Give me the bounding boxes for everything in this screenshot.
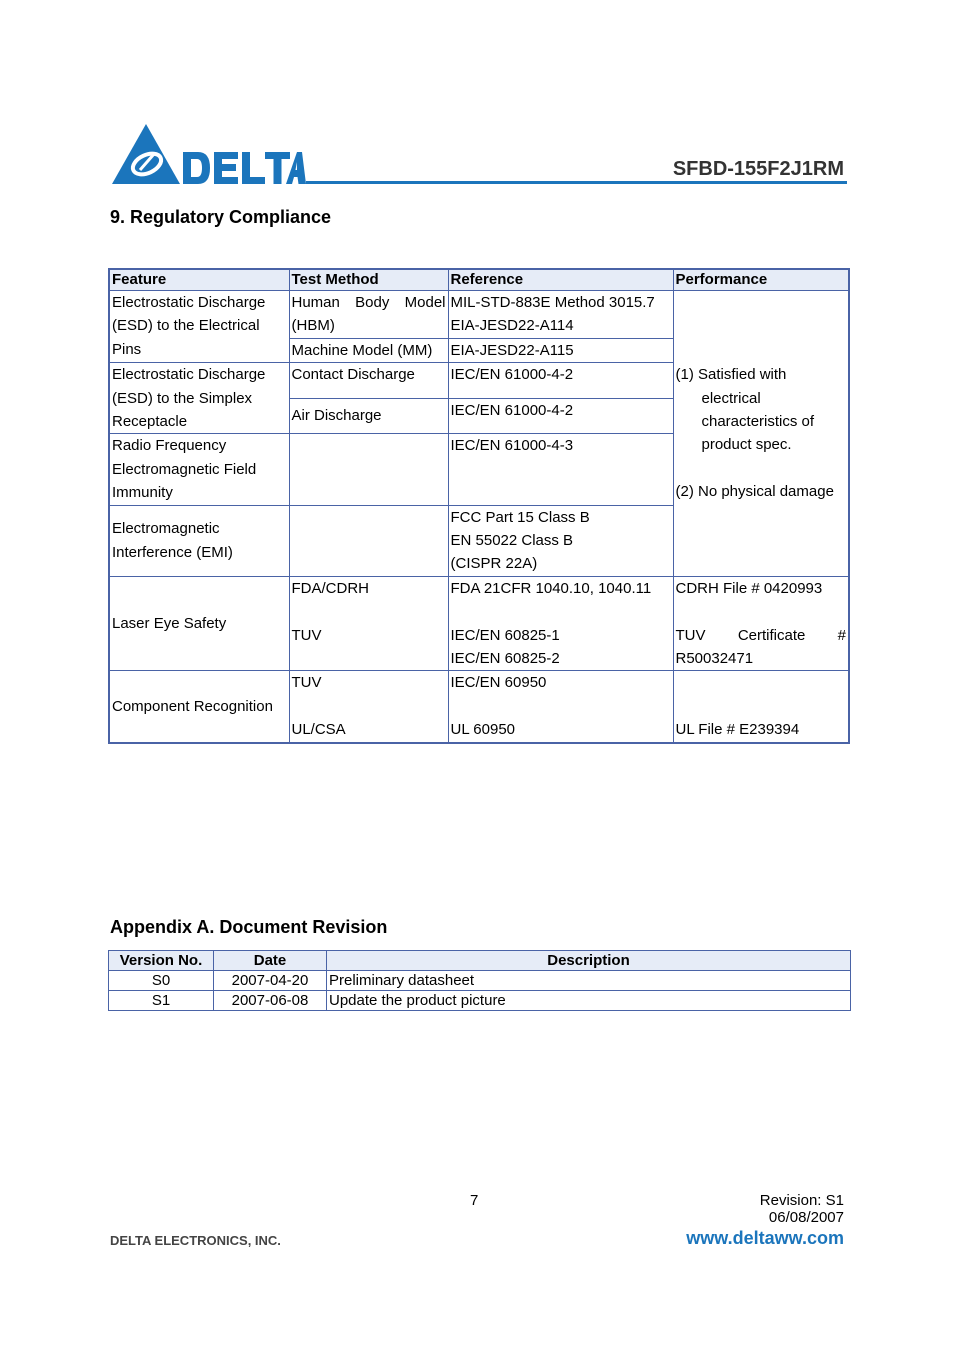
date-cell: 2007-04-20 [214, 971, 327, 991]
table-row [109, 971, 851, 991]
revision-block [760, 1192, 844, 1226]
column-header: Date [214, 951, 327, 971]
method-cell [289, 434, 448, 505]
section-title-regulatory-compliance: 9. Regulatory Compliance [110, 207, 332, 227]
performance-cell: (1) Satisfied with electrical characteristics of product spec. (2) No physical damage [673, 291, 849, 577]
method-cell: Contact Discharge [289, 363, 448, 399]
document-revision-table [108, 950, 851, 1011]
method-cell: FDA/CDRH TUV [289, 576, 448, 671]
date-cell: 2007-06-08 [214, 991, 327, 1011]
method-cell: TUV UL/CSA [289, 671, 448, 743]
description-cell: Preliminary datasheet [327, 971, 851, 991]
delta-logo [110, 122, 306, 186]
regulatory-compliance-table [108, 268, 850, 744]
company-name: DELTA ELECTRONICS, INC. [110, 1233, 281, 1248]
feature-cell: Radio Frequency Electromagnetic Field Immunity [109, 434, 289, 505]
reference-cell: FCC Part 15 Class B EN 55022 Class B (CISPR 22A) [448, 505, 673, 576]
column-header: Reference [448, 269, 673, 291]
column-header: Feature [109, 269, 289, 291]
performance-cell: CDRH File # 0420993 TUV Certificate # R50032471 [673, 576, 849, 671]
website-link[interactable]: www.deltaww.com [686, 1228, 844, 1248]
version-cell: S0 [109, 971, 214, 991]
table-header-row [109, 951, 851, 971]
method-cell: Human Body Model (HBM) [289, 291, 448, 339]
table-row [109, 576, 849, 671]
version-cell: S1 [109, 991, 214, 1011]
reference-cell: FDA 21CFR 1040.10, 1040.11 IEC/EN 60825-1 IEC/EN 60825-2 [448, 576, 673, 671]
reference-cell: IEC/EN 61000-4-2 [448, 363, 673, 399]
header-rule [306, 181, 847, 184]
reference-cell: EIA-JESD22-A115 [448, 338, 673, 362]
section-title-document-revision: Appendix A. Document Revision [110, 917, 388, 937]
revision-date: 06/08/2007 [768, 1209, 844, 1226]
column-header: Test Method [289, 269, 448, 291]
method-cell [289, 505, 448, 576]
page-number: 7 [470, 1192, 479, 1209]
feature-cell: Electrostatic Discharge (ESD) to the Electrical Pins [109, 291, 289, 363]
column-header: Description [327, 951, 851, 971]
column-header: Version No. [109, 951, 214, 971]
reference-cell: IEC/EN 60950 UL 60950 [448, 671, 673, 743]
revision-label: Revision: S1 [759, 1192, 844, 1209]
document-code: SFBD-155F2J1RM [672, 158, 844, 180]
table-row [109, 291, 849, 339]
feature-cell: Laser Eye Safety [109, 576, 289, 671]
reference-cell: IEC/EN 61000-4-2 [448, 398, 673, 434]
table-row [109, 671, 849, 743]
reference-cell: MIL-STD-883E Method 3015.7 EIA-JESD22-A114 [448, 291, 673, 339]
method-cell: Air Discharge [289, 398, 448, 434]
description-cell: Update the product picture [327, 991, 851, 1011]
column-header: Performance [673, 269, 849, 291]
method-cell: Machine Model (MM) [289, 338, 448, 362]
reference-cell: IEC/EN 61000-4-3 [448, 434, 673, 505]
feature-cell: Component Recognition [109, 671, 289, 743]
feature-cell: Electrostatic Discharge (ESD) to the Simplex Receptacle [109, 363, 289, 434]
table-row [109, 991, 851, 1011]
feature-cell: Electromagnetic Interference (EMI) [109, 505, 289, 576]
performance-cell: UL File # E239394 [673, 671, 849, 743]
table-header-row [109, 269, 849, 291]
